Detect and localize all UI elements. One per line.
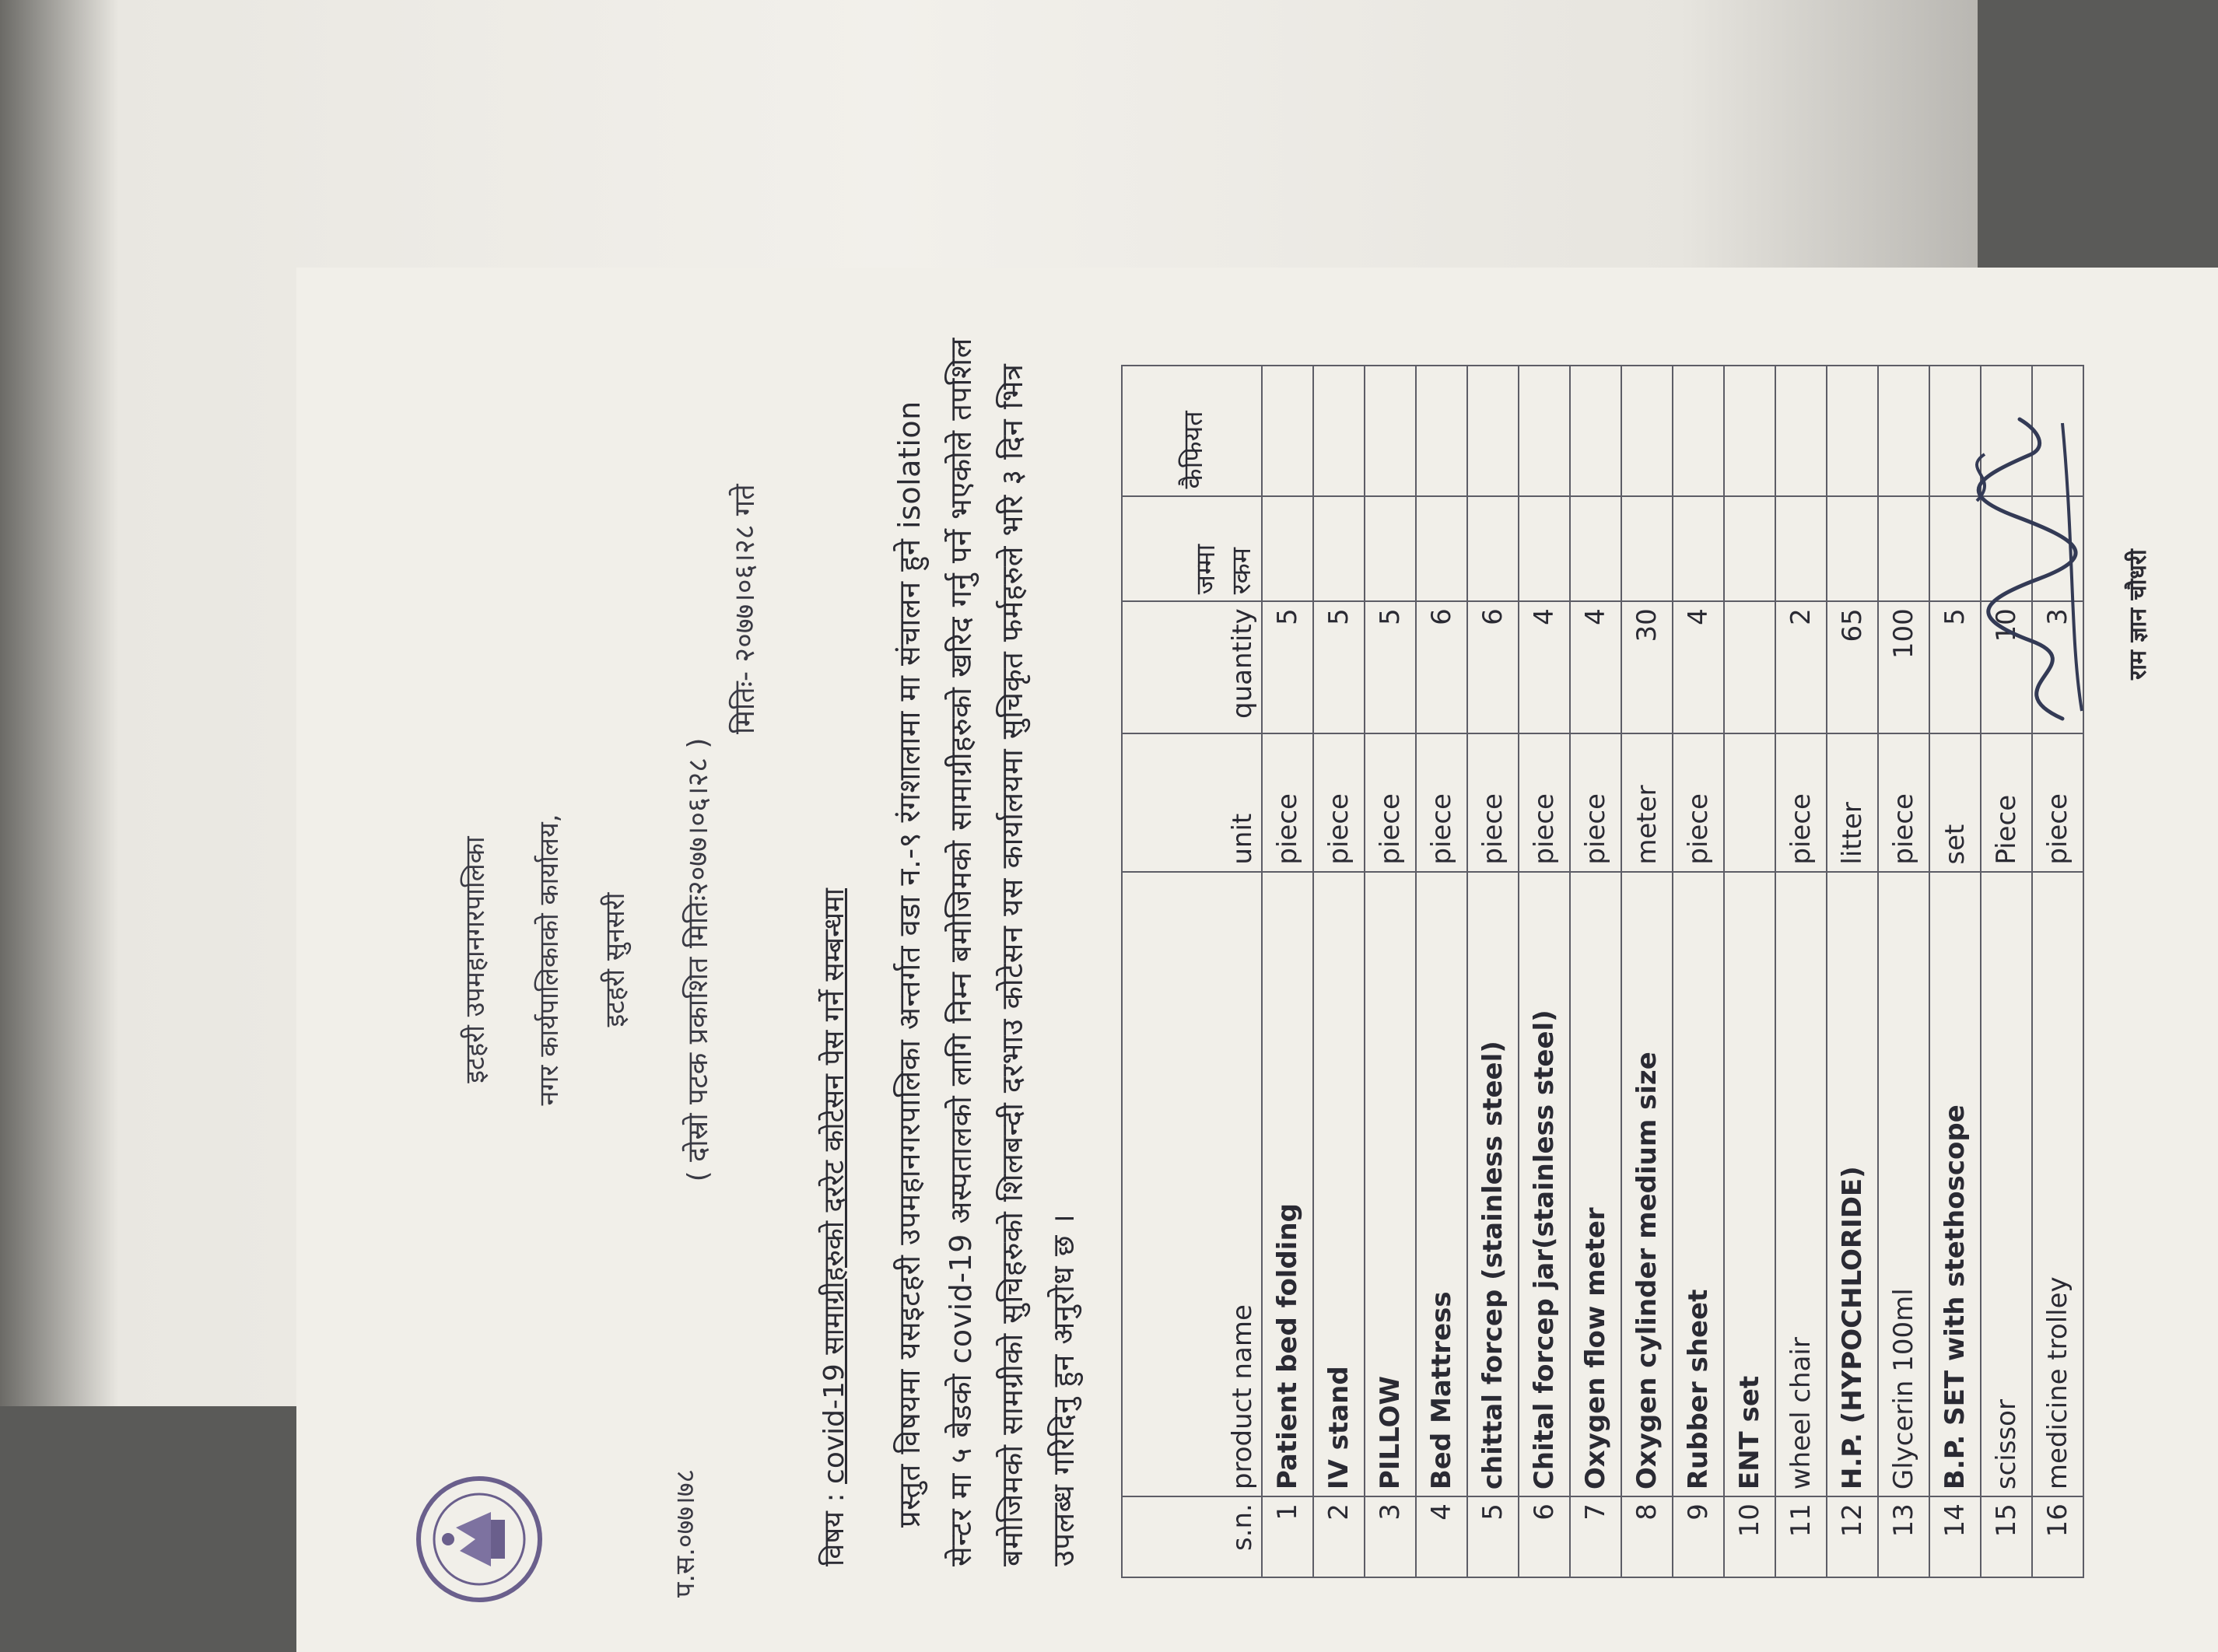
row-unit: piece [1570, 733, 1621, 872]
row-amount [1262, 496, 1313, 602]
row-unit: meter [1621, 733, 1673, 872]
row-remarks [1313, 366, 1365, 496]
row-amount [1365, 496, 1416, 602]
row-amount [1467, 496, 1519, 602]
table-row [1724, 366, 1775, 1577]
table-row [1262, 366, 1313, 1577]
row-sn: 15 [1981, 1496, 2032, 1577]
table-row [1827, 366, 1878, 1577]
row-product: scissor [1981, 872, 2032, 1497]
table-row [1365, 366, 1416, 1577]
header-unit: unit [1122, 733, 1262, 872]
row-remarks [1724, 366, 1775, 496]
row-sn: 11 [1775, 1496, 1827, 1577]
row-unit: piece [1673, 733, 1724, 872]
header-amount: जम्मा रकम [1122, 496, 1262, 602]
row-amount [1775, 496, 1827, 602]
row-quantity [1724, 601, 1775, 733]
row-quantity: 4 [1570, 601, 1621, 733]
row-quantity: 5 [1365, 601, 1416, 733]
row-unit: piece [1878, 733, 1929, 872]
row-product: IV stand [1313, 872, 1365, 1497]
notice-line: ( दोस्रो पटक प्रकाशित मितिः२०७७।०६।२८ ) [682, 737, 714, 1182]
row-sn: 14 [1929, 1496, 1981, 1577]
row-amount [1673, 496, 1724, 602]
table-row [1416, 366, 1467, 1577]
row-unit: piece [1313, 733, 1365, 872]
header-remarks: कैफियत [1122, 366, 1262, 496]
row-sn: 8 [1621, 1496, 1673, 1577]
table-row [1878, 366, 1929, 1577]
row-remarks [1262, 366, 1313, 496]
row-quantity: 6 [1416, 601, 1467, 733]
table-row [1775, 366, 1827, 1577]
row-quantity: 3 [2032, 601, 2083, 733]
row-quantity: 6 [1467, 601, 1519, 733]
row-sn: 9 [1673, 1496, 1724, 1577]
header-sn: s.n. [1122, 1496, 1262, 1577]
row-product: chittal forcep (stainless steel) [1467, 872, 1519, 1497]
row-quantity: 2 [1775, 601, 1827, 733]
row-amount [1519, 496, 1570, 602]
row-sn: 10 [1724, 1496, 1775, 1577]
row-product: ENT set [1724, 872, 1775, 1497]
row-remarks [1775, 366, 1827, 496]
row-sn: 6 [1519, 1496, 1570, 1577]
row-unit: litter [1827, 733, 1878, 872]
row-sn: 13 [1878, 1496, 1929, 1577]
header-line-3: इटहरी सुनसरी [600, 892, 631, 1027]
row-sn: 1 [1262, 1496, 1313, 1577]
row-unit: piece [1775, 733, 1827, 872]
row-quantity: 100 [1878, 601, 1929, 733]
row-unit: piece [2032, 733, 2083, 872]
row-product: medicine trolley [2032, 872, 2083, 1497]
row-amount [1570, 496, 1621, 602]
row-unit: piece [1416, 733, 1467, 872]
table-header-row [1122, 366, 1262, 1577]
row-remarks [1570, 366, 1621, 496]
row-quantity: 10 [1981, 601, 2032, 733]
row-product: Oxygen flow meter [1570, 872, 1621, 1497]
header-line-2: नगर कार्यपालिकाको कार्यालय, [534, 814, 565, 1106]
row-quantity: 4 [1519, 601, 1570, 733]
row-quantity: 5 [1262, 601, 1313, 733]
row-product: wheel chair [1775, 872, 1827, 1497]
row-quantity: 5 [1929, 601, 1981, 733]
row-remarks [1467, 366, 1519, 496]
row-amount [1621, 496, 1673, 602]
row-product: Oxygen cylinder medium size [1621, 872, 1673, 1497]
row-product: PILLOW [1365, 872, 1416, 1497]
header-product: product name [1122, 872, 1262, 1497]
row-product: Patient bed folding [1262, 872, 1313, 1497]
row-amount [1724, 496, 1775, 602]
row-remarks [1416, 366, 1467, 496]
row-product: B.P. SET with stethoscope [1929, 872, 1981, 1497]
row-unit: piece [1262, 733, 1313, 872]
items-table [1121, 365, 2084, 1578]
subject-line [814, 888, 852, 1566]
row-remarks [1365, 366, 1416, 496]
row-sn: 4 [1416, 1496, 1467, 1577]
row-sn: 7 [1570, 1496, 1621, 1577]
table-row [1519, 366, 1570, 1577]
row-product: H.P. (HYPOCHLORIDE) [1827, 872, 1878, 1497]
row-unit: Piece [1981, 733, 2032, 872]
row-quantity: 4 [1673, 601, 1724, 733]
row-amount [1416, 496, 1467, 602]
subject-label: विषय : [818, 1493, 850, 1566]
body-paragraph: प्रस्तुत विषयमा यसइटहरी उपमहानगरपालिका अन्तर्गत वडा न.-९ रंगशालामा मा संचालन हुने isolation सेन्टर मा ५ बेडको covid-19 अस्पतालको लागि निम्न बमोजिमको सामाग्रीहरुको खरिद गर्नु पर्ने भएकोले तपशिल बमोजिमको सामग्रीको सुचिहरुको शिलबन्दी दरभाउ कोटेसन यस कार्यालयमा सुचिकृत फर्महरुले भरि ३ दिन भित्र उपलब्ध गरिदिनु हुन अनुरोध छ । [892, 338, 1081, 1566]
header-quantity: quantity [1122, 601, 1262, 733]
row-amount [1878, 496, 1929, 602]
row-unit: set [1929, 733, 1981, 872]
reference-number: प.स.०७७।७८ [670, 1468, 701, 1598]
table-row [1621, 366, 1673, 1577]
row-remarks [1878, 366, 1929, 496]
subject-text: covid-19 सामाग्रीहरुको दररेट कोटेसन पेस गर्ने सम्बन्धमा [818, 888, 850, 1484]
row-product: Bed Mattress [1416, 872, 1467, 1497]
row-unit: piece [1365, 733, 1416, 872]
row-unit: piece [1467, 733, 1519, 872]
row-product: Chital forcep jar(stainless steel) [1519, 872, 1570, 1497]
row-sn: 12 [1827, 1496, 1878, 1577]
row-remarks [1621, 366, 1673, 496]
row-remarks [1519, 366, 1570, 496]
row-product: Rubber sheet [1673, 872, 1724, 1497]
row-quantity: 5 [1313, 601, 1365, 733]
letter-date: मितिः- २०७७।०६।२८ गते [729, 484, 761, 734]
table-row [1570, 366, 1621, 1577]
row-sn: 5 [1467, 1496, 1519, 1577]
row-unit: piece [1519, 733, 1570, 872]
row-sn: 3 [1365, 1496, 1416, 1577]
row-quantity: 30 [1621, 601, 1673, 733]
header-line-1: इटहरी उपमहानगरपालिका [460, 836, 491, 1083]
table-row [1313, 366, 1365, 1577]
row-remarks [1673, 366, 1724, 496]
row-remarks [1827, 366, 1878, 496]
row-amount [1827, 496, 1878, 602]
row-quantity: 65 [1827, 601, 1878, 733]
row-sn: 2 [1313, 1496, 1365, 1577]
row-unit [1724, 733, 1775, 872]
row-sn: 16 [2032, 1496, 2083, 1577]
signatory-name: राम ज्ञान चौधरी [2125, 549, 2152, 680]
row-product: Glycerin 100ml [1878, 872, 1929, 1497]
row-amount [1313, 496, 1365, 602]
table-row [1673, 366, 1724, 1577]
table-row [1467, 366, 1519, 1577]
handwritten-signature [1946, 408, 2117, 734]
letter-page [296, 268, 2218, 1652]
